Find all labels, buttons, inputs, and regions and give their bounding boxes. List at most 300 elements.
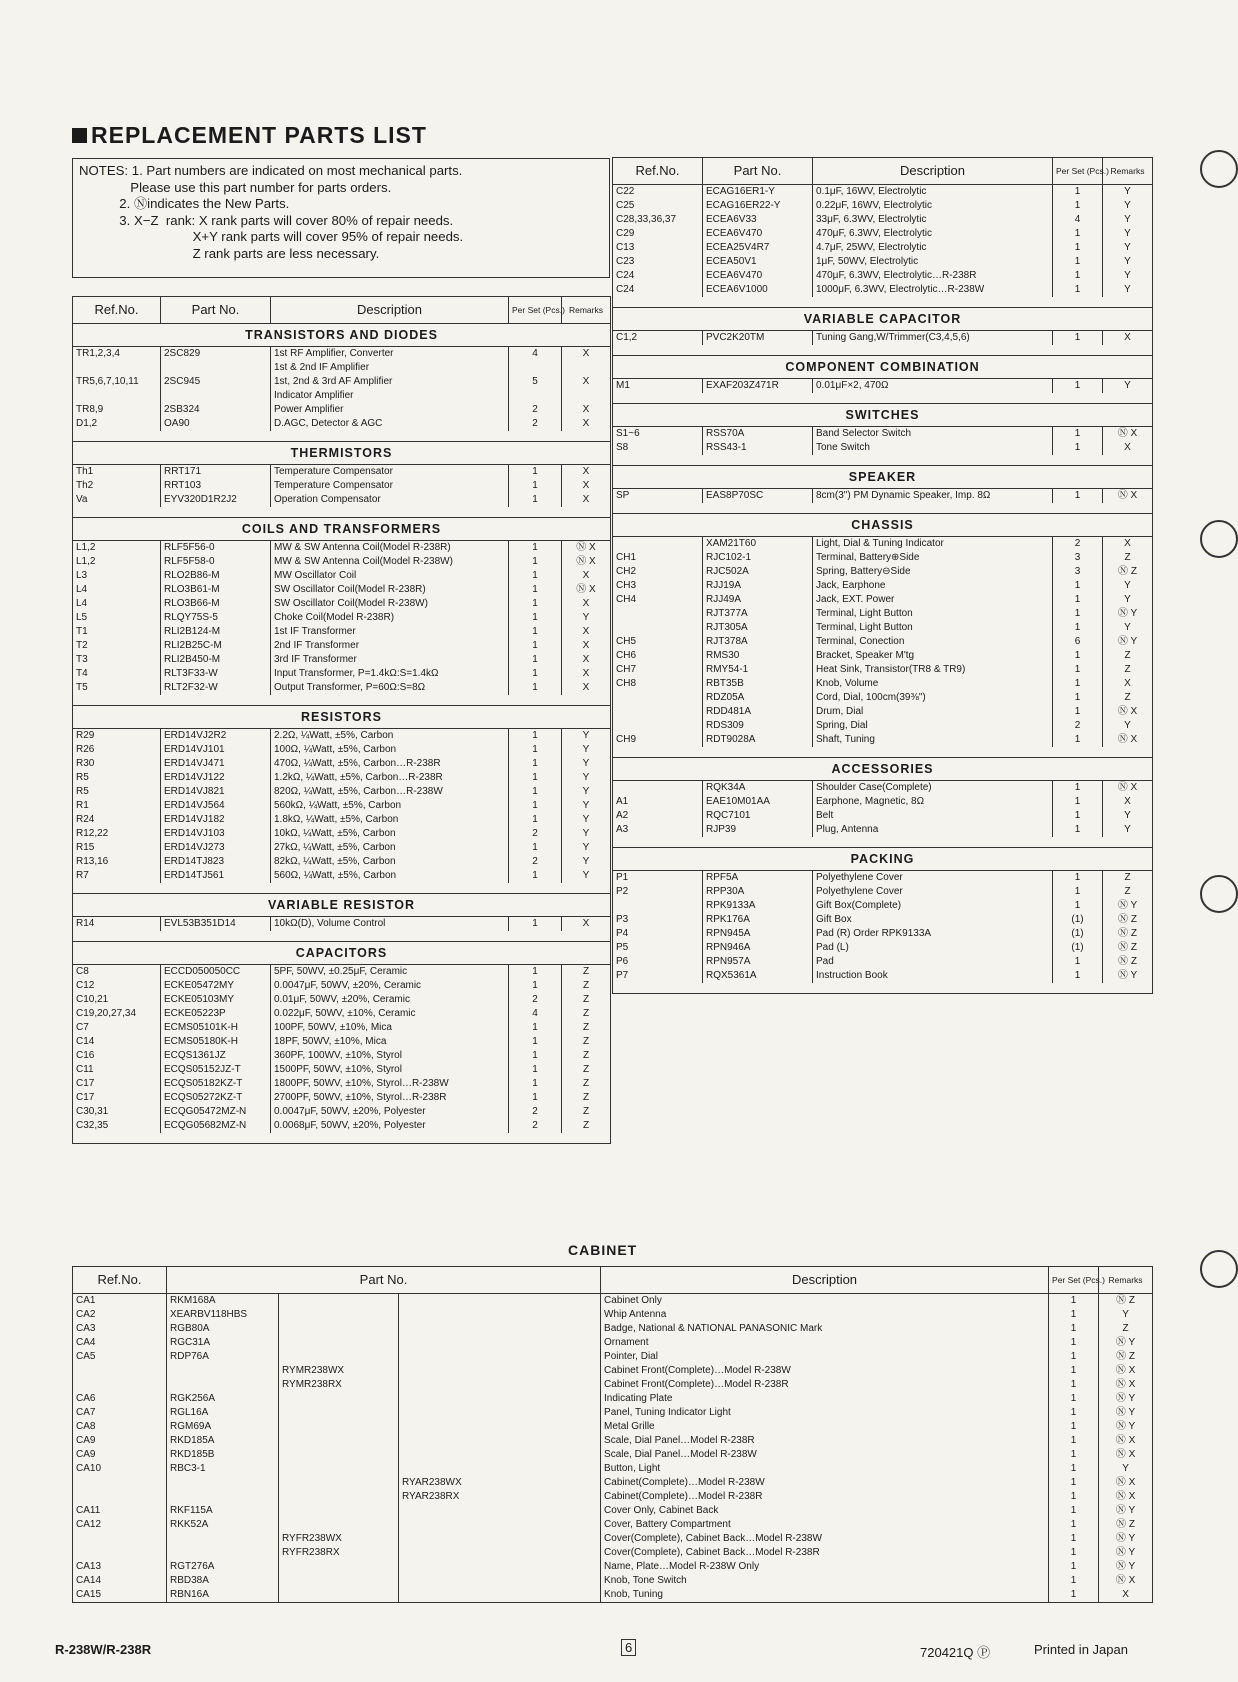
ref-cell: C23 bbox=[613, 255, 703, 269]
desc-cell: Knob, Volume bbox=[813, 677, 1053, 691]
desc-cell: Polyethylene Cover bbox=[813, 885, 1053, 899]
remarks-cell: Ⓝ Y bbox=[1103, 635, 1153, 649]
remarks-cell: Ⓝ Z bbox=[1099, 1518, 1153, 1532]
ref-cell bbox=[73, 1532, 167, 1546]
desc-cell: 1.8kΩ, ¼Watt, ±5%, Carbon bbox=[271, 813, 509, 827]
remarks-cell: X bbox=[1103, 795, 1153, 809]
desc-cell: 1μF, 50WV, Electrolytic bbox=[813, 255, 1053, 269]
part-cell: RDD481A bbox=[703, 705, 813, 719]
ref-cell: D1,2 bbox=[73, 417, 161, 431]
desc-cell: Light, Dial & Tuning Indicator bbox=[813, 537, 1053, 552]
table-row bbox=[73, 1378, 1153, 1392]
part-cell: ECQS1361JZ bbox=[161, 1049, 271, 1063]
remarks-cell: X bbox=[562, 465, 611, 480]
spacer-row bbox=[73, 883, 611, 894]
part-cell: RLI2B25C-M bbox=[161, 639, 271, 653]
perset-cell: 1 bbox=[1053, 427, 1103, 442]
notes-box bbox=[72, 158, 610, 278]
ref-cell: C30,31 bbox=[73, 1105, 161, 1119]
remarks-cell: Ⓝ X bbox=[1099, 1574, 1153, 1588]
desc-cell: Jack, EXT. Power bbox=[813, 593, 1053, 607]
table-row bbox=[73, 1119, 611, 1133]
remarks-cell: Z bbox=[1103, 871, 1153, 886]
assembly-part-cell bbox=[279, 1504, 399, 1518]
part-cell: RJC502A bbox=[703, 565, 813, 579]
part-cell: RLF5F56-0 bbox=[161, 541, 271, 556]
perset-cell: 1 bbox=[509, 493, 562, 507]
remarks-cell: X bbox=[562, 681, 611, 695]
perset-cell: 1 bbox=[1049, 1434, 1099, 1448]
remarks-cell: Y bbox=[562, 799, 611, 813]
ref-cell: P5 bbox=[613, 941, 703, 955]
table-row bbox=[73, 493, 611, 507]
desc-cell: 0.01μF, 50WV, ±20%, Ceramic bbox=[271, 993, 509, 1007]
desc-cell: Pad (R) Order RPK9133A bbox=[813, 927, 1053, 941]
perset-cell: 1 bbox=[509, 1035, 562, 1049]
ref-cell: CH9 bbox=[613, 733, 703, 747]
ref-cell: L3 bbox=[73, 569, 161, 583]
table-row bbox=[613, 379, 1153, 394]
complete-part-cell bbox=[399, 1532, 601, 1546]
remarks-cell: Ⓝ Y bbox=[1099, 1546, 1153, 1560]
perset-cell: 3 bbox=[1053, 565, 1103, 579]
perset-cell: 1 bbox=[509, 479, 562, 493]
part-cell: EYV320D1R2J2 bbox=[161, 493, 271, 507]
section-title: TRANSISTORS AND DIODES bbox=[73, 324, 611, 347]
perset-cell: 1 bbox=[1053, 691, 1103, 705]
table-row bbox=[613, 635, 1153, 649]
desc-cell: Temperature Compensator bbox=[271, 465, 509, 480]
remarks-cell: Y bbox=[1103, 621, 1153, 635]
perset-cell: 1 bbox=[1049, 1490, 1099, 1504]
ref-cell bbox=[73, 1364, 167, 1378]
desc-cell: Terminal, Light Button bbox=[813, 621, 1053, 635]
remarks-cell: Y bbox=[562, 729, 611, 744]
section-header bbox=[613, 758, 1153, 781]
ref-cell: CA15 bbox=[73, 1588, 167, 1603]
part-cell: RLT3F33-W bbox=[161, 667, 271, 681]
table-row bbox=[73, 1406, 1153, 1420]
note-line: NOTES: 1. Part numbers are indicated on most mechanical parts. bbox=[79, 163, 463, 178]
desc-cell: 27kΩ, ¼Watt, ±5%, Carbon bbox=[271, 841, 509, 855]
ref-cell: CA12 bbox=[73, 1518, 167, 1532]
ref-cell: C8 bbox=[73, 965, 161, 980]
table-row bbox=[73, 799, 611, 813]
remarks-cell: Y bbox=[1103, 185, 1153, 200]
perset-cell: 1 bbox=[509, 611, 562, 625]
remarks-cell: Y bbox=[1103, 255, 1153, 269]
table-row bbox=[73, 1077, 611, 1091]
ref-cell: P3 bbox=[613, 913, 703, 927]
ref-cell: CH8 bbox=[613, 677, 703, 691]
section-header bbox=[73, 442, 611, 465]
remarks-cell: Ⓝ Z bbox=[1103, 955, 1153, 969]
perset-cell: 1 bbox=[509, 729, 562, 744]
perset-cell: (1) bbox=[1053, 913, 1103, 927]
table-row bbox=[73, 1476, 1153, 1490]
table-row bbox=[73, 1448, 1153, 1462]
remarks-cell: Ⓝ X bbox=[562, 583, 611, 597]
col-desc-header: Description bbox=[271, 297, 509, 324]
remarks-cell: Ⓝ Z bbox=[1099, 1294, 1153, 1309]
remarks-cell: X bbox=[1103, 331, 1153, 346]
desc-cell: Cord, Dial, 100cm(39⅜") bbox=[813, 691, 1053, 705]
table-row bbox=[73, 375, 611, 389]
table-row bbox=[73, 597, 611, 611]
desc-cell: Input Transformer, P=1.4kΩ:S=1.4kΩ bbox=[271, 667, 509, 681]
part-cell: RRT103 bbox=[161, 479, 271, 493]
complete-part-cell bbox=[399, 1574, 601, 1588]
part-cell: ECEA6V470 bbox=[703, 227, 813, 241]
ref-cell: CA10 bbox=[73, 1462, 167, 1476]
desc-cell: Earphone, Magnetic, 8Ω bbox=[813, 795, 1053, 809]
part-cell: ECKE05472MY bbox=[161, 979, 271, 993]
perset-cell: 1 bbox=[509, 1021, 562, 1035]
section-title: THERMISTORS bbox=[73, 442, 611, 465]
desc-cell: Cover, Battery Compartment bbox=[601, 1518, 1049, 1532]
table-row bbox=[73, 479, 611, 493]
ref-cell: C24 bbox=[613, 283, 703, 297]
remarks-cell: Y bbox=[1099, 1462, 1153, 1476]
perset-cell: 2 bbox=[509, 403, 562, 417]
ref-cell bbox=[73, 389, 161, 403]
spacer-row bbox=[613, 837, 1153, 848]
section-title: CAPACITORS bbox=[73, 942, 611, 965]
perset-cell: 1 bbox=[1049, 1574, 1099, 1588]
perset-cell: 1 bbox=[1049, 1364, 1099, 1378]
perset-cell: 1 bbox=[1053, 185, 1103, 200]
desc-cell: Shaft, Tuning bbox=[813, 733, 1053, 747]
desc-cell: 2nd IF Transformer bbox=[271, 639, 509, 653]
remarks-cell: Y bbox=[1103, 213, 1153, 227]
table-row bbox=[613, 809, 1153, 823]
section-title: COILS AND TRANSFORMERS bbox=[73, 518, 611, 541]
perset-cell: 2 bbox=[509, 1105, 562, 1119]
complete-part-cell bbox=[399, 1350, 601, 1364]
table-row bbox=[73, 1588, 1153, 1603]
part-cell: 2SC829 bbox=[161, 347, 271, 362]
remarks-cell: X bbox=[562, 493, 611, 507]
remarks-cell: Z bbox=[1103, 649, 1153, 663]
desc-cell: Indicator Amplifier bbox=[271, 389, 509, 403]
desc-cell: Terminal, Light Button bbox=[813, 607, 1053, 621]
part-cell: RKD185A bbox=[167, 1434, 279, 1448]
part-cell: RSS43-1 bbox=[703, 441, 813, 455]
assembly-part-cell bbox=[279, 1462, 399, 1476]
section-header bbox=[73, 894, 611, 917]
perset-cell: 1 bbox=[1049, 1504, 1099, 1518]
part-cell: RLO2B86-M bbox=[161, 569, 271, 583]
col-perset-header: Per Set (Pcs.) bbox=[1049, 1267, 1099, 1294]
desc-cell: Bracket, Speaker M'tg bbox=[813, 649, 1053, 663]
col-desc-header: Description bbox=[813, 158, 1053, 185]
part-cell: ECEA6V470 bbox=[703, 269, 813, 283]
perset-cell: 1 bbox=[1053, 969, 1103, 983]
page-title: REPLACEMENT PARTS LIST bbox=[72, 122, 427, 149]
part-cell bbox=[167, 1490, 279, 1504]
desc-cell: SW Oscillator Coil(Model R-238W) bbox=[271, 597, 509, 611]
section-title: VARIABLE CAPACITOR bbox=[613, 308, 1153, 331]
right-parts-table bbox=[612, 157, 1153, 994]
table-row bbox=[73, 1063, 611, 1077]
ref-cell: R26 bbox=[73, 743, 161, 757]
ref-cell: C19,20,27,34 bbox=[73, 1007, 161, 1021]
ref-cell: CA1 bbox=[73, 1294, 167, 1309]
ref-cell bbox=[73, 1378, 167, 1392]
desc-cell: Choke Coil(Model R-238R) bbox=[271, 611, 509, 625]
complete-part-cell bbox=[399, 1378, 601, 1392]
table-row bbox=[73, 465, 611, 480]
part-cell: ECEA50V1 bbox=[703, 255, 813, 269]
perset-cell: 1 bbox=[509, 799, 562, 813]
perset-cell: 1 bbox=[1053, 331, 1103, 346]
section-title: CHASSIS bbox=[613, 514, 1153, 537]
perset-cell: 1 bbox=[1049, 1378, 1099, 1392]
part-cell: RGC31A bbox=[167, 1336, 279, 1350]
part-cell: RKM168A bbox=[167, 1294, 279, 1309]
desc-cell: Gift Box(Complete) bbox=[813, 899, 1053, 913]
spacer-row bbox=[613, 747, 1153, 758]
table-row bbox=[613, 227, 1153, 241]
desc-cell: 1800PF, 50WV, ±10%, Styrol…R-238W bbox=[271, 1077, 509, 1091]
section-title: PACKING bbox=[613, 848, 1153, 871]
assembly-part-cell bbox=[279, 1308, 399, 1322]
desc-cell: Belt bbox=[813, 809, 1053, 823]
perset-cell: 2 bbox=[509, 855, 562, 869]
table-row bbox=[73, 841, 611, 855]
table-row bbox=[73, 827, 611, 841]
table-row bbox=[613, 781, 1153, 796]
desc-cell: 1st & 2nd IF Amplifier bbox=[271, 361, 509, 375]
spacer-row bbox=[73, 1133, 611, 1144]
table-row bbox=[613, 269, 1153, 283]
perset-cell: 1 bbox=[509, 965, 562, 980]
desc-cell: Cover(Complete), Cabinet Back…Model R-238R bbox=[601, 1546, 1049, 1560]
part-cell: 2SB324 bbox=[161, 403, 271, 417]
ref-cell: R24 bbox=[73, 813, 161, 827]
table-row bbox=[73, 583, 611, 597]
ref-cell: C29 bbox=[613, 227, 703, 241]
perset-cell: 1 bbox=[1049, 1350, 1099, 1364]
part-cell: RGT276A bbox=[167, 1560, 279, 1574]
part-cell: ECQG05682MZ-N bbox=[161, 1119, 271, 1133]
perset-cell: 1 bbox=[509, 869, 562, 883]
perset-cell: 1 bbox=[1053, 955, 1103, 969]
ref-cell bbox=[73, 1546, 167, 1560]
binder-hole bbox=[1200, 520, 1238, 558]
perset-cell: (1) bbox=[1053, 927, 1103, 941]
complete-part-cell bbox=[399, 1448, 601, 1462]
ref-cell: L1,2 bbox=[73, 541, 161, 556]
desc-cell: Panel, Tuning Indicator Light bbox=[601, 1406, 1049, 1420]
table-row bbox=[613, 969, 1153, 983]
desc-cell: 0.0047μF, 50WV, ±20%, Ceramic bbox=[271, 979, 509, 993]
table-row bbox=[73, 1546, 1153, 1560]
part-cell: RGM69A bbox=[167, 1420, 279, 1434]
perset-cell: 2 bbox=[509, 1119, 562, 1133]
ref-cell bbox=[73, 1490, 167, 1504]
remarks-cell: Ⓝ Y bbox=[1103, 607, 1153, 621]
part-cell: ERD14VJ564 bbox=[161, 799, 271, 813]
table-row bbox=[613, 565, 1153, 579]
section-title: SWITCHES bbox=[613, 404, 1153, 427]
desc-cell: 1500PF, 50WV, ±10%, Styrol bbox=[271, 1063, 509, 1077]
table-row bbox=[613, 649, 1153, 663]
table-row bbox=[73, 1007, 611, 1021]
part-cell: RLI2B450-M bbox=[161, 653, 271, 667]
perset-cell: 1 bbox=[1053, 379, 1103, 394]
ref-cell: C12 bbox=[73, 979, 161, 993]
desc-cell: MW & SW Antenna Coil(Model R-238W) bbox=[271, 555, 509, 569]
table-row bbox=[73, 1518, 1153, 1532]
remarks-cell: Y bbox=[1103, 809, 1153, 823]
ref-cell: CA9 bbox=[73, 1434, 167, 1448]
part-cell: RKK52A bbox=[167, 1518, 279, 1532]
perset-cell: 1 bbox=[509, 743, 562, 757]
remarks-cell: Ⓝ Y bbox=[1099, 1406, 1153, 1420]
desc-cell: Knob, Tuning bbox=[601, 1588, 1049, 1603]
desc-cell: 560Ω, ¼Watt, ±5%, Carbon bbox=[271, 869, 509, 883]
desc-cell: 1st, 2nd & 3rd AF Amplifier bbox=[271, 375, 509, 389]
table-row bbox=[73, 813, 611, 827]
part-cell: RPK9133A bbox=[703, 899, 813, 913]
table-row bbox=[613, 955, 1153, 969]
ref-cell: CA2 bbox=[73, 1308, 167, 1322]
perset-cell bbox=[509, 389, 562, 403]
remarks-cell: Ⓝ Y bbox=[1103, 899, 1153, 913]
table-row bbox=[73, 1049, 611, 1063]
table-row bbox=[73, 1091, 611, 1105]
remarks-cell: Z bbox=[562, 979, 611, 993]
desc-cell: Cover Only, Cabinet Back bbox=[601, 1504, 1049, 1518]
perset-cell: 1 bbox=[1053, 823, 1103, 837]
perset-cell: 1 bbox=[509, 1049, 562, 1063]
part-cell: ECKE05103MY bbox=[161, 993, 271, 1007]
ref-cell: L5 bbox=[73, 611, 161, 625]
perset-cell: 1 bbox=[1049, 1322, 1099, 1336]
section-title: SPEAKER bbox=[613, 466, 1153, 489]
ref-cell bbox=[613, 621, 703, 635]
part-cell: PVC2K20TM bbox=[703, 331, 813, 346]
table-row bbox=[73, 1434, 1153, 1448]
spacer-row bbox=[613, 297, 1153, 308]
table-row bbox=[73, 1364, 1153, 1378]
part-cell: RDT9028A bbox=[703, 733, 813, 747]
complete-part-cell bbox=[399, 1392, 601, 1406]
ref-cell: A2 bbox=[613, 809, 703, 823]
table-row bbox=[613, 593, 1153, 607]
section-header bbox=[613, 466, 1153, 489]
desc-cell: 470μF, 6.3WV, Electrolytic bbox=[813, 227, 1053, 241]
table-row bbox=[613, 607, 1153, 621]
ref-cell bbox=[613, 899, 703, 913]
remarks-cell: Ⓝ Y bbox=[1103, 969, 1153, 983]
note-line: 3. X−Z rank: X rank parts will cover 80% of repair needs. bbox=[79, 212, 454, 228]
ref-cell: CA7 bbox=[73, 1406, 167, 1420]
desc-cell: 10kΩ(D), Volume Control bbox=[271, 917, 509, 932]
remarks-cell: Ⓝ Y bbox=[1099, 1560, 1153, 1574]
ref-cell: TR1,2,3,4 bbox=[73, 347, 161, 362]
remarks-cell: Ⓝ X bbox=[1099, 1364, 1153, 1378]
part-cell: ECEA25V4R7 bbox=[703, 241, 813, 255]
assembly-part-cell bbox=[279, 1560, 399, 1574]
perset-cell: 1 bbox=[1053, 199, 1103, 213]
ref-cell: R12,22 bbox=[73, 827, 161, 841]
remarks-cell: Z bbox=[562, 965, 611, 980]
remarks-cell: Y bbox=[1103, 719, 1153, 733]
part-cell: RLQY75S-5 bbox=[161, 611, 271, 625]
desc-cell: Drum, Dial bbox=[813, 705, 1053, 719]
ref-cell: C24 bbox=[613, 269, 703, 283]
table-row bbox=[73, 1021, 611, 1035]
table-row bbox=[73, 1308, 1153, 1322]
part-cell: ERD14TJ823 bbox=[161, 855, 271, 869]
assembly-part-cell bbox=[279, 1434, 399, 1448]
part-cell: RPN945A bbox=[703, 927, 813, 941]
remarks-cell: Y bbox=[1103, 579, 1153, 593]
table-row bbox=[73, 1574, 1153, 1588]
spacer-row bbox=[73, 507, 611, 518]
part-cell: RKD185B bbox=[167, 1448, 279, 1462]
remarks-cell: X bbox=[562, 653, 611, 667]
perset-cell: 1 bbox=[1053, 899, 1103, 913]
remarks-cell: Ⓝ X bbox=[1103, 781, 1153, 796]
desc-cell: 0.0068μF, 50WV, ±20%, Polyester bbox=[271, 1119, 509, 1133]
table-row bbox=[73, 1560, 1153, 1574]
remarks-cell: Ⓝ Z bbox=[1103, 941, 1153, 955]
ref-cell: C25 bbox=[613, 199, 703, 213]
part-cell: ECEA6V33 bbox=[703, 213, 813, 227]
table-row bbox=[613, 941, 1153, 955]
desc-cell: Ornament bbox=[601, 1336, 1049, 1350]
part-cell bbox=[167, 1364, 279, 1378]
ref-cell: R1 bbox=[73, 799, 161, 813]
perset-cell: 1 bbox=[509, 979, 562, 993]
perset-cell: 2 bbox=[1053, 537, 1103, 552]
part-cell: RSS70A bbox=[703, 427, 813, 442]
part-cell: RLF5F58-0 bbox=[161, 555, 271, 569]
remarks-cell: X bbox=[1099, 1588, 1153, 1603]
table-row bbox=[73, 625, 611, 639]
ref-cell: CH2 bbox=[613, 565, 703, 579]
ref-cell: T5 bbox=[73, 681, 161, 695]
complete-part-cell bbox=[399, 1560, 601, 1574]
part-cell: 2SC945 bbox=[161, 375, 271, 389]
remarks-cell: Ⓝ Z bbox=[1103, 565, 1153, 579]
perset-cell: 1 bbox=[1049, 1294, 1099, 1309]
table-row bbox=[613, 899, 1153, 913]
perset-cell: 1 bbox=[1053, 255, 1103, 269]
ref-cell bbox=[613, 705, 703, 719]
ref-cell bbox=[613, 719, 703, 733]
perset-cell: 1 bbox=[1053, 269, 1103, 283]
part-cell: RLO3B66-M bbox=[161, 597, 271, 611]
table-row bbox=[613, 579, 1153, 593]
table-row bbox=[73, 361, 611, 375]
part-cell: ECMS05101K-H bbox=[161, 1021, 271, 1035]
remarks-cell: Ⓝ Z bbox=[1099, 1350, 1153, 1364]
part-cell: RPN946A bbox=[703, 941, 813, 955]
desc-cell: Cabinet(Complete)…Model R-238R bbox=[601, 1490, 1049, 1504]
perset-cell: 1 bbox=[1053, 705, 1103, 719]
remarks-cell: Y bbox=[562, 827, 611, 841]
col-part-header: Part No. bbox=[161, 297, 271, 324]
desc-cell: 1st IF Transformer bbox=[271, 625, 509, 639]
perset-cell: 1 bbox=[509, 813, 562, 827]
desc-cell: Badge, National & NATIONAL PANASONIC Mark bbox=[601, 1322, 1049, 1336]
part-cell: RMS30 bbox=[703, 649, 813, 663]
part-cell: RPF5A bbox=[703, 871, 813, 886]
